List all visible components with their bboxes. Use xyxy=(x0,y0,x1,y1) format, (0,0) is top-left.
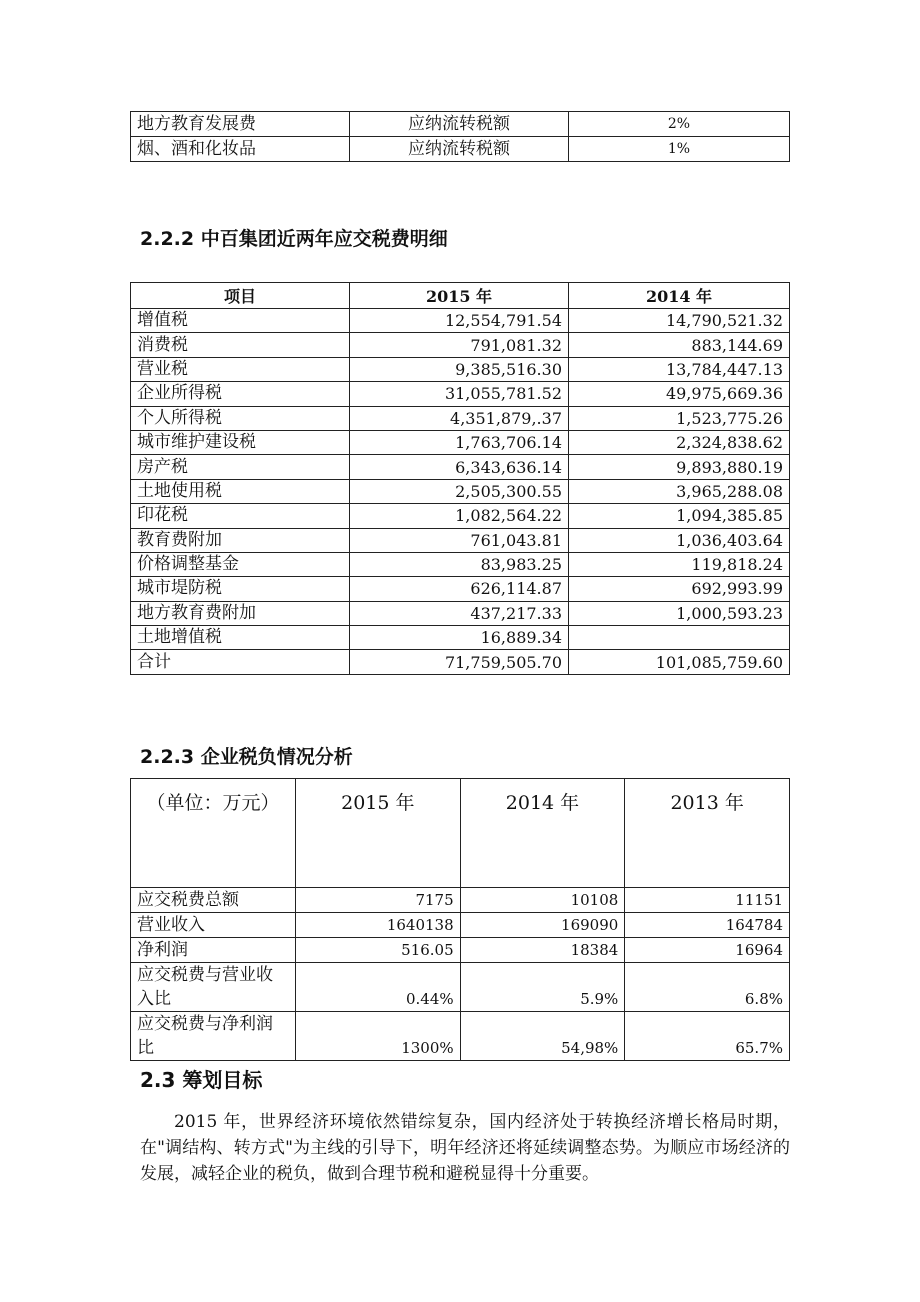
table-row xyxy=(131,333,790,357)
column-header-2015: 2015 年 xyxy=(296,779,461,888)
cell-2014: 1,523,775.26 xyxy=(569,406,790,430)
rate-basis: 应纳流转税额 xyxy=(350,137,569,162)
section-heading-2-2-2: 2.2.2 中百集团近两年应交税费明细 xyxy=(140,228,448,250)
tax-burden-table xyxy=(130,778,790,1061)
cell-2015: 437,217.33 xyxy=(350,601,569,625)
cell-2015: 7175 xyxy=(296,888,461,913)
row-item-name: 土地增值税 xyxy=(131,626,350,650)
table-row xyxy=(131,504,790,528)
cell-2015: 791,081.32 xyxy=(350,333,569,357)
cell-2013: 164784 xyxy=(625,913,790,938)
unit-label: （单位：万元） xyxy=(131,779,296,888)
row-item-name: 城市堤防税 xyxy=(131,577,350,601)
rate-item-name: 地方教育发展费 xyxy=(131,112,350,137)
table-row xyxy=(131,938,790,963)
cell-2013: 65.7% xyxy=(625,1012,790,1061)
table-row xyxy=(131,455,790,479)
cell-2015: 4,351,879,.37 xyxy=(350,406,569,430)
row-item-name: 营业税 xyxy=(131,357,350,381)
row-item-name: 地方教育费附加 xyxy=(131,601,350,625)
row-item-name: 教育费附加 xyxy=(131,528,350,552)
cell-2015: 16,889.34 xyxy=(350,626,569,650)
table-row xyxy=(131,137,790,162)
row-label: 净利润 xyxy=(131,938,296,963)
row-item-name: 个人所得税 xyxy=(131,406,350,430)
column-header-2014: 2014 年 xyxy=(569,283,790,309)
table-row xyxy=(131,888,790,913)
cell-2014: 14,790,521.32 xyxy=(569,309,790,333)
cell-2015: 1300% xyxy=(296,1012,461,1061)
row-item-name: 合计 xyxy=(131,650,350,674)
table-row xyxy=(131,913,790,938)
cell-2015: 0.44% xyxy=(296,963,461,1012)
cell-2014: 101,085,759.60 xyxy=(569,650,790,674)
row-item-name: 土地使用税 xyxy=(131,479,350,503)
cell-2014: 2,324,838.62 xyxy=(569,430,790,454)
cell-2013: 11151 xyxy=(625,888,790,913)
table-row xyxy=(131,430,790,454)
row-item-name: 增值税 xyxy=(131,309,350,333)
row-item-name: 消费税 xyxy=(131,333,350,357)
rate-item-name: 烟、酒和化妆品 xyxy=(131,137,350,162)
row-label: 应交税费与营业收入比 xyxy=(131,963,296,1012)
cell-2014: 18384 xyxy=(460,938,625,963)
cell-2015: 626,114.87 xyxy=(350,577,569,601)
cell-2015: 83,983.25 xyxy=(350,552,569,576)
row-item-name: 城市维护建设税 xyxy=(131,430,350,454)
table-row xyxy=(131,552,790,576)
cell-2013: 16964 xyxy=(625,938,790,963)
cell-2015: 516.05 xyxy=(296,938,461,963)
row-label: 应交税费与净利润比 xyxy=(131,1012,296,1061)
table-row xyxy=(131,406,790,430)
table-row xyxy=(131,528,790,552)
cell-2014 xyxy=(569,626,790,650)
cell-2015: 1640138 xyxy=(296,913,461,938)
table-row xyxy=(131,577,790,601)
cell-2014: 9,893,880.19 xyxy=(569,455,790,479)
rate-basis: 应纳流转税额 xyxy=(350,112,569,137)
table-row xyxy=(131,479,790,503)
cell-2014: 49,975,669.36 xyxy=(569,382,790,406)
rate-value: 1% xyxy=(569,137,790,162)
cell-2014: 692,993.99 xyxy=(569,577,790,601)
body-paragraph: 2015 年，世界经济环境依然错综复杂，国内经济处于转换经济增长格局时期，在"调结构、转方式"为主线的引导下，明年经济还将延续调整态势。为顺应市场经济的发展，减轻企业的税负，做到合理节税和避税显得十分重要。 xyxy=(140,1112,790,1184)
cell-2014: 1,036,403.64 xyxy=(569,528,790,552)
row-item-name: 房产税 xyxy=(131,455,350,479)
cell-2015: 6,343,636.14 xyxy=(350,455,569,479)
cell-2014: 883,144.69 xyxy=(569,333,790,357)
cell-2014: 1,000,593.23 xyxy=(569,601,790,625)
column-header-2014: 2014 年 xyxy=(460,779,625,888)
section-heading-2-3: 2.3 筹划目标 xyxy=(140,1068,263,1092)
cell-2014: 5.9% xyxy=(460,963,625,1012)
tax-detail-table xyxy=(130,282,790,675)
cell-2015: 31,055,781.52 xyxy=(350,382,569,406)
cell-2013: 6.8% xyxy=(625,963,790,1012)
rate-table xyxy=(130,111,790,162)
row-label: 应交税费总额 xyxy=(131,888,296,913)
table-row xyxy=(131,357,790,381)
cell-2014: 3,965,288.08 xyxy=(569,479,790,503)
column-header-2013: 2013 年 xyxy=(625,779,790,888)
section-heading-2-2-3: 2.2.3 企业税负情况分析 xyxy=(140,746,353,768)
table-row xyxy=(131,112,790,137)
row-label: 营业收入 xyxy=(131,913,296,938)
cell-2015: 2,505,300.55 xyxy=(350,479,569,503)
rate-value: 2% xyxy=(569,112,790,137)
cell-2015: 761,043.81 xyxy=(350,528,569,552)
table-header-row xyxy=(131,779,790,888)
row-item-name: 企业所得税 xyxy=(131,382,350,406)
table-row xyxy=(131,963,790,1012)
cell-2014: 10108 xyxy=(460,888,625,913)
cell-2014: 54,98% xyxy=(460,1012,625,1061)
table-row xyxy=(131,309,790,333)
cell-2014: 119,818.24 xyxy=(569,552,790,576)
row-item-name: 价格调整基金 xyxy=(131,552,350,576)
tax-table-body xyxy=(131,309,790,675)
column-header-item: 项目 xyxy=(131,283,350,309)
table-row xyxy=(131,626,790,650)
cell-2014: 13,784,447.13 xyxy=(569,357,790,381)
cell-2015: 12,554,791.54 xyxy=(350,309,569,333)
column-header-2015: 2015 年 xyxy=(350,283,569,309)
cell-2014: 169090 xyxy=(460,913,625,938)
cell-2015: 1,082,564.22 xyxy=(350,504,569,528)
row-item-name: 印花税 xyxy=(131,504,350,528)
table-row xyxy=(131,1012,790,1061)
table-header-row xyxy=(131,283,790,309)
table-row xyxy=(131,650,790,674)
cell-2015: 9,385,516.30 xyxy=(350,357,569,381)
table-row xyxy=(131,601,790,625)
table-row xyxy=(131,382,790,406)
cell-2015: 1,763,706.14 xyxy=(350,430,569,454)
cell-2014: 1,094,385.85 xyxy=(569,504,790,528)
cell-2015: 71,759,505.70 xyxy=(350,650,569,674)
